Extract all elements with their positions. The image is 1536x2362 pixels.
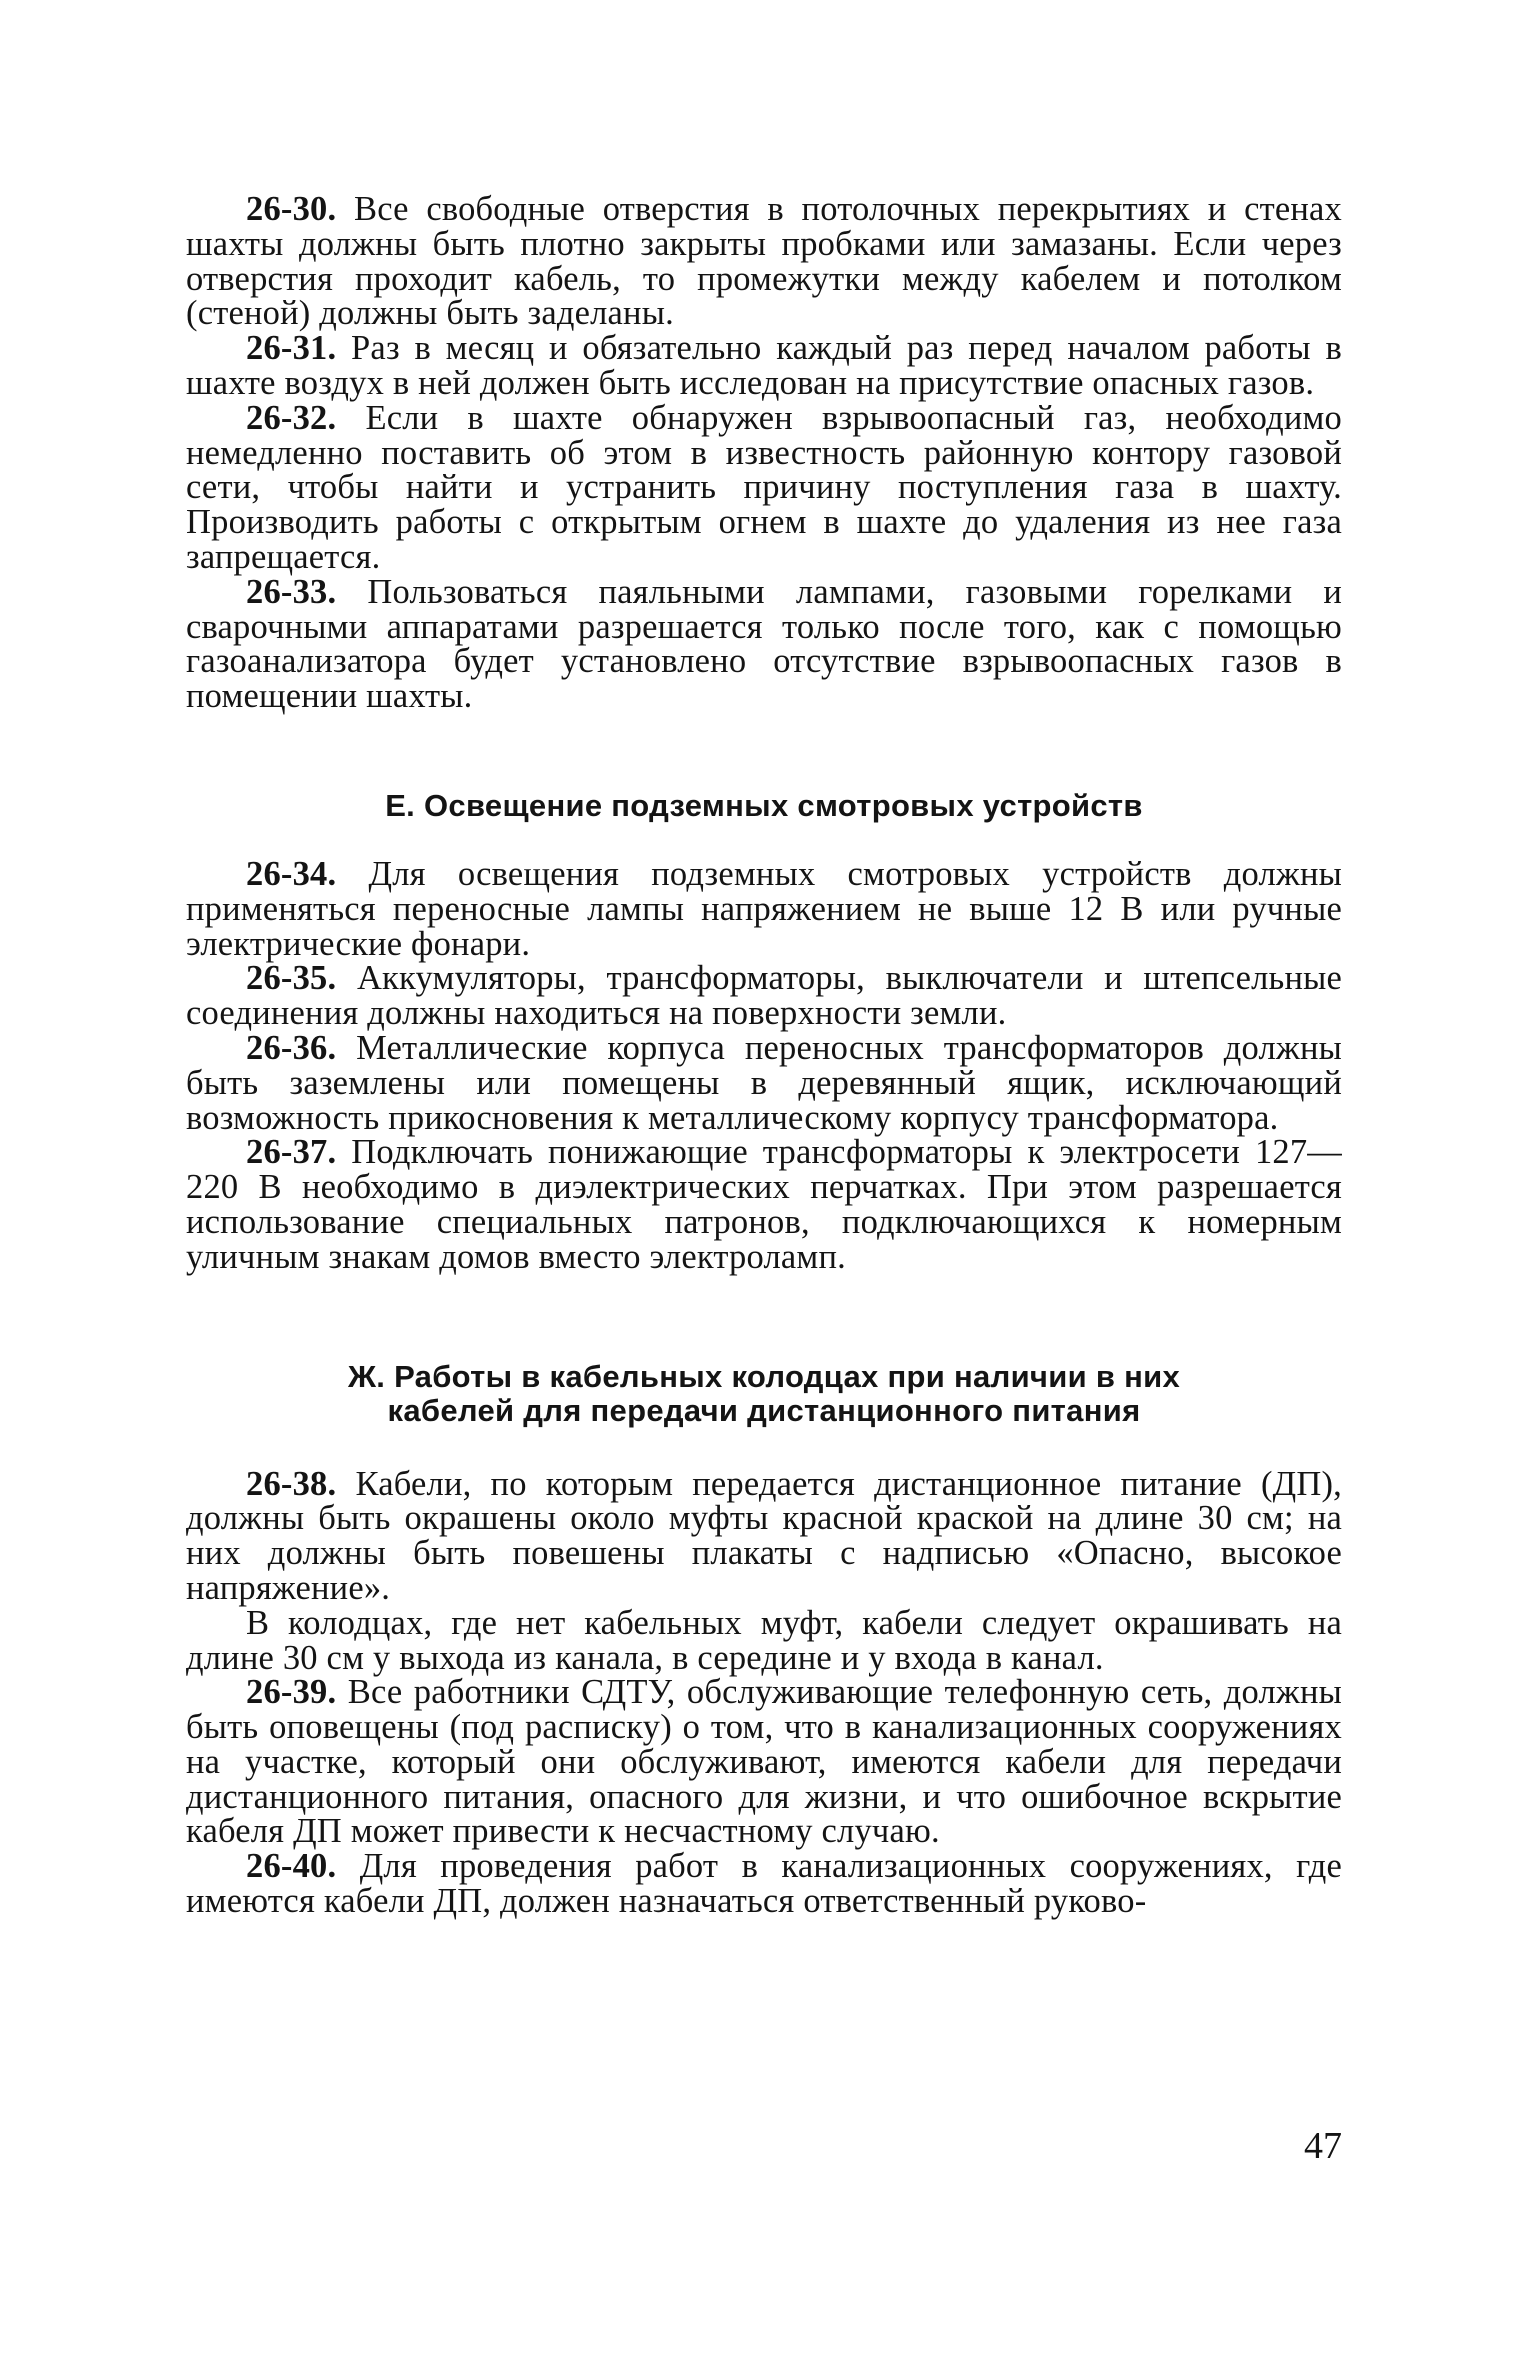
paragraph-26-32	[186, 398, 1342, 576]
paragraph-26-31	[186, 331, 1342, 401]
paragraph-number: 26-37.	[246, 1133, 337, 1172]
paragraph-26-37	[186, 1135, 1342, 1274]
section-zh-heading	[186, 1360, 1342, 1428]
paragraph-26-40	[186, 1849, 1342, 1919]
paragraph-26-38-continued	[186, 1603, 1342, 1677]
paragraph-26-35	[186, 961, 1342, 1031]
paragraph-number: 26-35.	[246, 959, 337, 998]
section-zh-heading-line1: Ж. Работы в кабельных колодцах при наличии в них	[347, 1358, 1181, 1394]
paragraph-text: Пользоваться паяльными лампами, газовыми горелками и сварочными аппаратами разрешается только после того, как с помощью газоанализатора будет установлено отсутствие взрывоопасных газов в помещении шахты.	[186, 572, 1342, 716]
paragraph-number: 26-32.	[246, 398, 337, 437]
section-zh-heading-line2: кабелей для передачи дистанционного питания	[387, 1392, 1141, 1428]
paragraph-26-38	[186, 1464, 1343, 1607]
paragraph-26-34	[186, 854, 1342, 963]
paragraph-number: 26-30.	[246, 190, 337, 228]
paragraph-text: Для освещения подземных смотровых устройств должны применяться переносные лампы напряжением не выше 12 В или ручные электрические фонари.	[186, 854, 1342, 963]
paragraph-26-30	[186, 192, 1342, 331]
paragraph-text: Кабели, по которым передается дистанционное питание (ДП), должны быть окрашены около муфты красной краской на длине 30 см; на них должны быть повешены плакаты с надписью «Опасно, высокое напряжение».	[186, 1464, 1343, 1607]
paragraph-text: Для проведения работ в канализационных сооружениях, где имеются кабели ДП, должен назначаться ответственный руково-	[186, 1847, 1343, 1921]
paragraph-26-36	[186, 1028, 1342, 1137]
page-content	[186, 192, 1342, 1919]
paragraph-text: Раз в месяц и обязательно каждый раз перед началом работы в шахте воздух в ней должен быть исследован на присутствие опасных газов.	[186, 329, 1343, 402]
paragraph-text: Аккумуляторы, трансформаторы, выключатели и штепсельные соединения должны находиться на поверхности земли.	[186, 959, 1342, 1033]
paragraph-text: Металлические корпуса переносных трансформаторов должны быть заземлены или помещены в деревянный ящик, исключающий возможность прикосновения к металлическому корпусу трансформатора.	[186, 1028, 1342, 1137]
paragraph-text: Подключать понижающие трансформаторы к электросети 127—220 В необходимо в диэлектрических перчатках. При этом разрешается использование специальных патронов, подключающихся к номерным уличным знакам домов вместо электроламп.	[186, 1133, 1343, 1276]
paragraph-26-33	[186, 572, 1342, 716]
paragraph-number: 26-38.	[246, 1464, 337, 1503]
paragraph-number: 26-39.	[246, 1673, 337, 1712]
paragraph-number: 26-31.	[246, 329, 337, 368]
paragraph-number: 26-34.	[246, 854, 337, 893]
paragraph-text: Все свободные отверстия в потолочных перекрытиях и стенах шахты должны быть плотно закрыты пробками или замазаны. Если через отверстия проходит кабель, то промежутки между кабелем и потолком (стеной) должны быть заделаны.	[186, 190, 1342, 333]
section-e-heading: Е. Освещение подземных смотровых устройств	[385, 787, 1143, 823]
paragraph-number: 26-40.	[246, 1847, 337, 1886]
paragraph-text: Все работники СДТУ, обслуживающие телефонную сеть, должны быть оповещены (под расписку) о том, что в канализационных сооружениях на участке, который они обслуживают, имеются кабели для передачи дистанционного питания, опасного для жизни, и что ошибочное вскрытие кабеля ДП может привести к несчастному случаю.	[186, 1673, 1342, 1851]
paragraph-26-39	[186, 1675, 1342, 1849]
page-number: 47	[1304, 2125, 1342, 2167]
paragraph-number: 26-33.	[246, 572, 337, 611]
paragraph-number: 26-36.	[246, 1028, 337, 1067]
paragraph-text: В колодцах, где нет кабельных муфт, кабели следует окрашивать на длине 30 см у выхода из канала, в середине и у входа в канал.	[186, 1603, 1342, 1677]
paragraph-text: Если в шахте обнаружен взрывоопасный газ, необходимо немедленно поставить об этом в известность районную контору газовой сети, чтобы найти и устранить причину поступления газа в шахту. Производить работы с открытым огнем в шахте до удаления из нее газа запрещается.	[186, 398, 1342, 576]
